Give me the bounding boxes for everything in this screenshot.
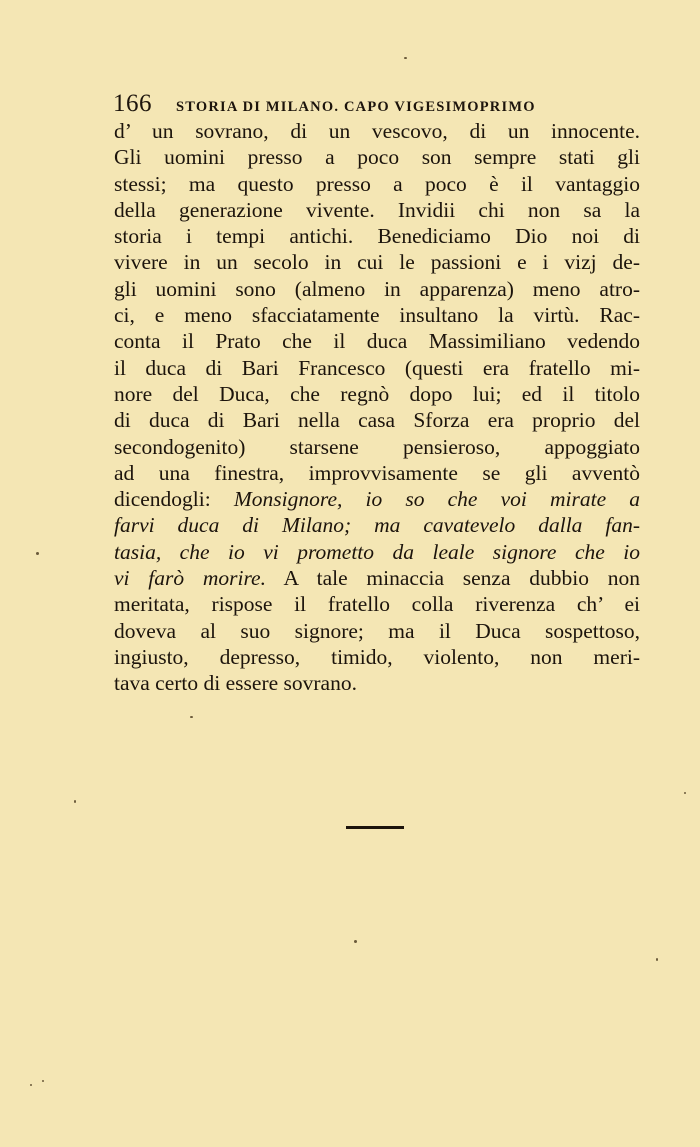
- text-line: doveva al suo signore; ma il Duca sospettoso,: [114, 618, 640, 643]
- text-line: stessi; ma questo presso a poco è il vantaggio: [114, 171, 640, 196]
- text-line: d’ un sovrano, di un vescovo, di un innocente.: [114, 119, 640, 143]
- paper-speck: [684, 792, 686, 794]
- text-line: della generazione vivente. Invidii chi non sa la: [114, 197, 640, 222]
- text-line: ci, e meno sfacciatamente insultano la virtù. Rac-: [114, 303, 640, 328]
- text-line: [114, 565, 640, 591]
- paper-speck: [190, 716, 193, 718]
- text-line: conta il Prato che il duca Massimiliano vedendo: [114, 329, 640, 354]
- text-line: ad una finestra, improvvisamente se gli avventò: [114, 460, 640, 485]
- paper-speck: [404, 57, 407, 59]
- text-line: meritata, rispose il fratello colla riverenza ch’ ei: [114, 592, 640, 617]
- text-line: farvi duca di Milano; ma cavatevelo dalla fan-: [114, 513, 640, 538]
- paper-speck: [36, 552, 39, 555]
- text-span: dicendogli:: [114, 487, 234, 512]
- text-span: A tale minaccia senza dubbio non: [265, 566, 640, 591]
- text-line: Gli uomini presso a poco son sempre stati gli: [114, 145, 640, 170]
- text-line: di duca di Bari nella casa Sforza era proprio del: [114, 408, 640, 433]
- text-line: secondogenito) starsene pensieroso, appoggiato: [114, 434, 640, 459]
- running-head: [113, 90, 593, 120]
- text-line: ingiusto, depresso, timido, violento, non meri-: [114, 644, 640, 669]
- section-end-rule: [346, 826, 404, 829]
- text-line: nore del Duca, che regnò dopo lui; ed il titolo: [114, 381, 640, 406]
- paper-speck: [42, 1080, 44, 1082]
- text-line: vivere in un secolo in cui le passioni e i vizj de-: [114, 250, 640, 275]
- text-line: gli uomini sono (almeno in apparenza) meno atro-: [114, 276, 640, 301]
- paper-speck: [354, 940, 357, 943]
- paper-speck: [656, 958, 658, 961]
- quoted-speech: vi farò morire.: [114, 566, 266, 591]
- text-line: il duca di Bari Francesco (questi era fratello mi-: [114, 355, 640, 380]
- paper-speck: [74, 800, 76, 803]
- text-line: tava certo di essere sovrano.: [114, 671, 357, 696]
- paper-speck: [30, 1084, 32, 1086]
- body-text: [114, 118, 640, 697]
- text-line: tasia, che io vi prometto da leale signore che io: [114, 539, 640, 564]
- page-number: 166: [113, 90, 152, 117]
- running-title: STORIA DI MILANO. CAPO VIGESIMOPRIMO: [176, 99, 536, 115]
- text-line: storia i tempi antichi. Benediciamo Dio noi di: [114, 224, 640, 249]
- quoted-speech: Monsignore, io so che voi mirate a: [233, 487, 641, 512]
- text-line: [114, 486, 640, 512]
